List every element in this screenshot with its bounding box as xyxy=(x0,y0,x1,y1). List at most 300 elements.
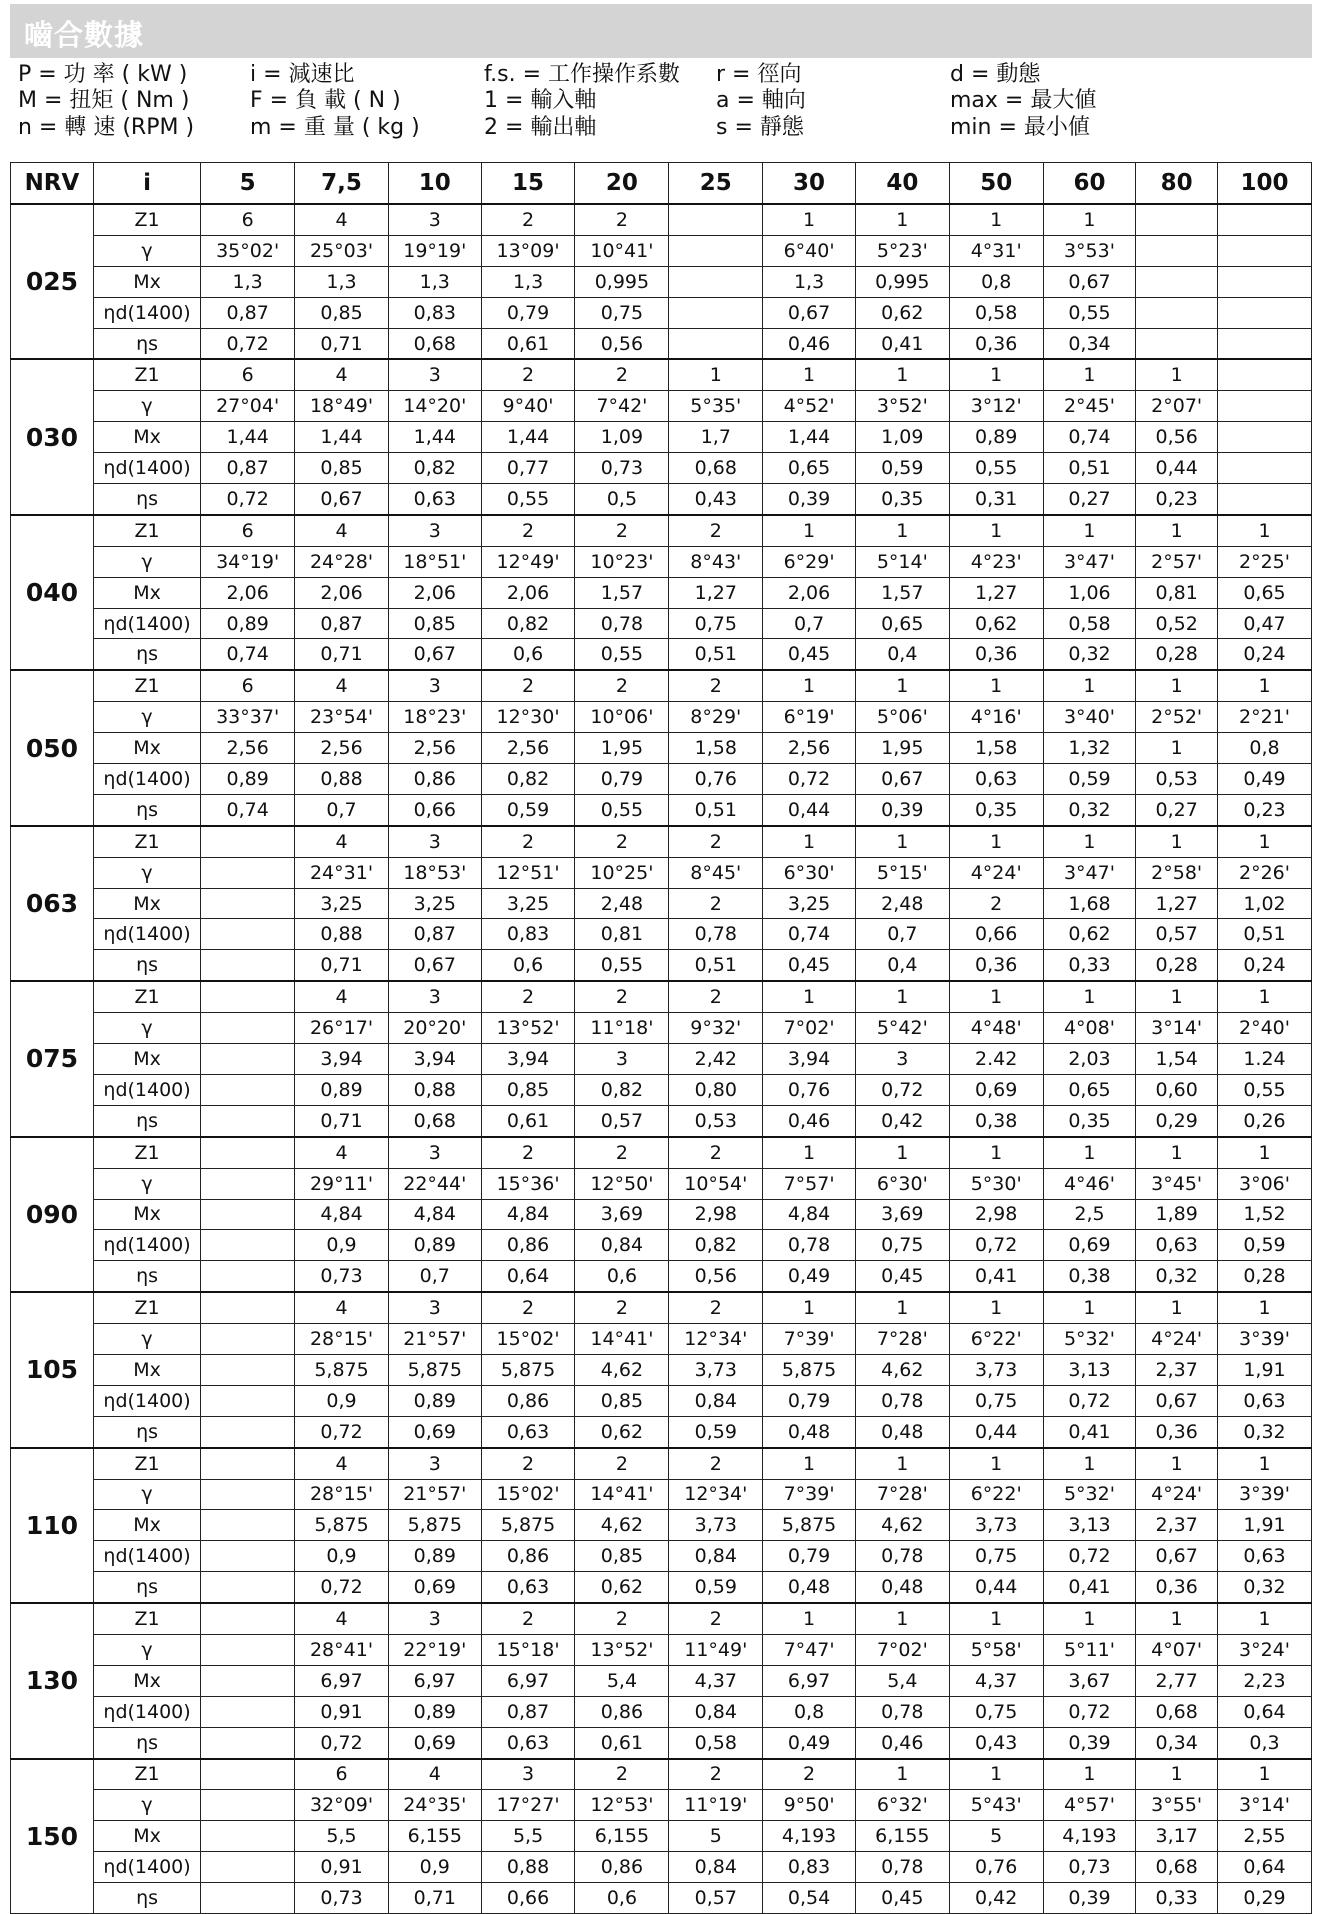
row-label: ηd(1400) xyxy=(93,608,200,639)
table-cell: 1,44 xyxy=(295,422,389,453)
table-cell: 1 xyxy=(855,826,949,857)
table-cell: 5°23' xyxy=(855,235,949,266)
table-cell: 4,37 xyxy=(949,1665,1043,1696)
table-cell: 3°06' xyxy=(1217,1168,1311,1199)
table-cell: 2 xyxy=(481,670,575,701)
table-cell: 0,73 xyxy=(1043,1852,1136,1883)
table-cell: 2,98 xyxy=(949,1199,1043,1230)
table-row xyxy=(11,950,1312,981)
row-label: ηd(1400) xyxy=(93,1541,200,1572)
table-cell: 0,89 xyxy=(201,764,295,795)
table-cell: 0,57 xyxy=(669,1883,763,1914)
table-cell: 0,75 xyxy=(949,1541,1043,1572)
table-cell: 0,85 xyxy=(575,1385,669,1416)
table-cell: 4°57' xyxy=(1043,1790,1136,1821)
table-cell xyxy=(201,1821,295,1852)
table-cell: 0,58 xyxy=(1043,608,1136,639)
table-cell: 0,87 xyxy=(201,453,295,484)
table-cell: 0,83 xyxy=(388,297,481,328)
table-cell: 3,69 xyxy=(575,1199,669,1230)
table-cell: 3,25 xyxy=(388,888,481,919)
table-cell xyxy=(1136,297,1218,328)
table-cell: 0,9 xyxy=(388,1852,481,1883)
table-cell: 1,95 xyxy=(855,733,949,764)
table-cell: 6 xyxy=(201,670,295,701)
table-cell: 6 xyxy=(201,204,295,235)
table-cell: 0,55 xyxy=(1043,297,1136,328)
table-cell: 5°35' xyxy=(669,391,763,422)
table-cell: 0,87 xyxy=(295,608,389,639)
table-cell: 2°21' xyxy=(1217,702,1311,733)
table-cell: 2°45' xyxy=(1043,391,1136,422)
table-cell: 0,84 xyxy=(669,1852,763,1883)
table-cell: 1 xyxy=(949,1137,1043,1168)
table-cell: 2 xyxy=(669,1292,763,1323)
table-cell: 0,32 xyxy=(1043,639,1136,670)
table-cell: 3°39' xyxy=(1217,1479,1311,1510)
row-label: Mx xyxy=(93,1510,200,1541)
table-cell: 0,58 xyxy=(949,297,1043,328)
table-cell: 27°04' xyxy=(201,391,295,422)
table-cell: 4,193 xyxy=(763,1821,856,1852)
table-cell: 2 xyxy=(669,670,763,701)
table-cell: 3 xyxy=(388,826,481,857)
table-cell: 0,69 xyxy=(949,1074,1043,1105)
table-cell xyxy=(201,857,295,888)
table-cell: 0,73 xyxy=(295,1883,389,1914)
table-cell: 0,56 xyxy=(669,1261,763,1292)
table-cell: 5,875 xyxy=(295,1510,389,1541)
table-cell: 2,48 xyxy=(575,888,669,919)
table-cell: 15°02' xyxy=(481,1324,575,1355)
table-row xyxy=(11,577,1312,608)
table-cell: 0,67 xyxy=(388,639,481,670)
row-label: Z1 xyxy=(93,826,200,857)
table-cell: 0,55 xyxy=(481,484,575,515)
table-cell: 0,4 xyxy=(855,639,949,670)
table-cell: 1 xyxy=(1043,1603,1136,1634)
table-cell: 33°37' xyxy=(201,702,295,733)
table-cell: 0,78 xyxy=(855,1541,949,1572)
table-cell: 1 xyxy=(1136,981,1218,1012)
table-cell: 4,193 xyxy=(1043,1821,1136,1852)
table-cell: 0,7 xyxy=(763,608,856,639)
table-cell: 2 xyxy=(575,515,669,546)
nrv-size: 150 xyxy=(11,1759,94,1914)
table-cell: 3 xyxy=(388,981,481,1012)
table-cell: 1 xyxy=(949,204,1043,235)
table-cell: 5,875 xyxy=(295,1354,389,1385)
table-row xyxy=(11,1230,1312,1261)
table-cell: 0,65 xyxy=(1217,577,1311,608)
table-cell: 0,59 xyxy=(481,794,575,825)
table-cell: 0,69 xyxy=(388,1416,481,1447)
table-cell: 0,55 xyxy=(575,794,669,825)
row-label: Mx xyxy=(93,266,200,297)
table-cell: 0,76 xyxy=(949,1852,1043,1883)
row-label: γ xyxy=(93,857,200,888)
table-cell: 0,67 xyxy=(295,484,389,515)
table-cell: 4 xyxy=(295,1137,389,1168)
table-cell: 5,4 xyxy=(575,1665,669,1696)
table-cell: 1 xyxy=(1136,733,1218,764)
table-cell: 0,59 xyxy=(1217,1230,1311,1261)
table-row xyxy=(11,1044,1312,1075)
table-cell: 1,3 xyxy=(763,266,856,297)
table-cell: 0,78 xyxy=(855,1696,949,1727)
table-cell: 4 xyxy=(295,826,389,857)
table-cell: 1 xyxy=(1043,359,1136,390)
table-cell: 1,27 xyxy=(669,577,763,608)
table-cell xyxy=(201,1665,295,1696)
legend-item: d = 動態 xyxy=(950,62,1041,87)
table-cell: 2 xyxy=(481,204,575,235)
table-cell xyxy=(201,826,295,857)
table-cell: 3,69 xyxy=(855,1199,949,1230)
table-cell: 1 xyxy=(1043,670,1136,701)
table-cell: 0,46 xyxy=(763,1105,856,1136)
table-cell: 2,77 xyxy=(1136,1665,1218,1696)
table-cell xyxy=(1217,266,1311,297)
row-label: ηd(1400) xyxy=(93,1230,200,1261)
table-cell: 0,55 xyxy=(575,950,669,981)
table-cell: 3 xyxy=(575,1044,669,1075)
table-cell: 6°32' xyxy=(855,1790,949,1821)
row-label: ηs xyxy=(93,1883,200,1914)
table-cell: 1 xyxy=(1217,981,1311,1012)
table-cell: 2 xyxy=(669,1603,763,1634)
table-row xyxy=(11,546,1312,577)
table-row xyxy=(11,1448,1312,1479)
row-label: ηs xyxy=(93,1261,200,1292)
row-label: Z1 xyxy=(93,670,200,701)
table-cell: 0,81 xyxy=(1136,577,1218,608)
table-cell: 0,76 xyxy=(669,764,763,795)
table-cell: 0,91 xyxy=(295,1696,389,1727)
table-cell: 0,32 xyxy=(1217,1416,1311,1447)
table-row xyxy=(11,733,1312,764)
row-label: γ xyxy=(93,235,200,266)
table-cell: 1,44 xyxy=(388,422,481,453)
table-cell: 3,94 xyxy=(481,1044,575,1075)
table-cell: 0,36 xyxy=(949,639,1043,670)
table-cell: 0,33 xyxy=(1136,1883,1218,1914)
table-cell: 3°45' xyxy=(1136,1168,1218,1199)
table-cell xyxy=(669,235,763,266)
row-label: ηs xyxy=(93,1105,200,1136)
table-cell: 3 xyxy=(388,1603,481,1634)
table-cell: 3 xyxy=(388,515,481,546)
legend-item: max = 最大値 xyxy=(950,88,1097,113)
row-label: Z1 xyxy=(93,1292,200,1323)
table-cell: 14°41' xyxy=(575,1479,669,1510)
table-cell: 3 xyxy=(388,359,481,390)
table-cell: 0,72 xyxy=(1043,1385,1136,1416)
table-cell: 0,88 xyxy=(295,919,389,950)
table-cell: 0,5 xyxy=(575,484,669,515)
table-cell: 7°28' xyxy=(855,1324,949,1355)
table-cell: 0,67 xyxy=(763,297,856,328)
table-cell: 1 xyxy=(1217,1292,1311,1323)
legend-item: n = 轉 速 (RPM ) xyxy=(18,115,195,140)
table-cell: 0,59 xyxy=(669,1572,763,1603)
table-row xyxy=(11,826,1312,857)
table-cell: 18°49' xyxy=(295,391,389,422)
table-cell: 0,84 xyxy=(669,1385,763,1416)
table-cell: 0,86 xyxy=(481,1385,575,1416)
table-cell: 0,91 xyxy=(295,1852,389,1883)
table-cell: 0,995 xyxy=(575,266,669,297)
table-cell: 0,36 xyxy=(1136,1572,1218,1603)
table-cell: 0,32 xyxy=(1043,794,1136,825)
table-cell: 0,29 xyxy=(1217,1883,1311,1914)
table-cell: 3,94 xyxy=(295,1044,389,1075)
table-cell: 2,56 xyxy=(201,733,295,764)
table-cell xyxy=(201,950,295,981)
table-cell: 5,5 xyxy=(295,1821,389,1852)
table-cell: 0,74 xyxy=(1043,422,1136,453)
table-cell: 0,63 xyxy=(481,1416,575,1447)
table-cell xyxy=(201,1074,295,1105)
header-nrv: NRV xyxy=(11,163,94,205)
table-cell: 2°57' xyxy=(1136,546,1218,577)
table-cell: 0,79 xyxy=(763,1541,856,1572)
table-cell xyxy=(201,981,295,1012)
table-cell xyxy=(201,1416,295,1447)
table-cell: 2 xyxy=(575,359,669,390)
table-cell: 1,3 xyxy=(201,266,295,297)
table-cell: 12°49' xyxy=(481,546,575,577)
legend-item: P = 功 率 ( kW ) xyxy=(18,62,188,87)
table-cell: 0,59 xyxy=(1043,764,1136,795)
row-label: Z1 xyxy=(93,1137,200,1168)
row-label: γ xyxy=(93,702,200,733)
table-cell: 4°52' xyxy=(763,391,856,422)
table-cell: 1 xyxy=(949,826,1043,857)
table-cell: 17°27' xyxy=(481,1790,575,1821)
table-cell: 4,84 xyxy=(763,1199,856,1230)
table-cell: 6,155 xyxy=(855,1821,949,1852)
table-cell: 0,72 xyxy=(1043,1541,1136,1572)
table-cell: 10°41' xyxy=(575,235,669,266)
table-cell: 18°23' xyxy=(388,702,481,733)
row-label: Mx xyxy=(93,733,200,764)
table-row xyxy=(11,1324,1312,1355)
table-cell: 3,94 xyxy=(388,1044,481,1075)
table-row xyxy=(11,235,1312,266)
table-cell: 1 xyxy=(949,359,1043,390)
table-cell: 1 xyxy=(1136,515,1218,546)
table-cell: 1 xyxy=(1217,826,1311,857)
table-cell: 0,65 xyxy=(763,453,856,484)
table-cell: 1 xyxy=(763,981,856,1012)
table-cell: 0,87 xyxy=(481,1696,575,1727)
table-cell: 1,32 xyxy=(1043,733,1136,764)
table-cell: 6°30' xyxy=(855,1168,949,1199)
table-cell: 20°20' xyxy=(388,1013,481,1044)
table-cell: 0,82 xyxy=(388,453,481,484)
table-cell xyxy=(1217,484,1311,515)
table-cell: 0,78 xyxy=(855,1852,949,1883)
table-cell: 4°07' xyxy=(1136,1634,1218,1665)
table-cell: 0,51 xyxy=(1217,919,1311,950)
table-row xyxy=(11,1261,1312,1292)
table-cell xyxy=(201,1696,295,1727)
table-cell: 0,75 xyxy=(949,1696,1043,1727)
table-cell: 4°16' xyxy=(949,702,1043,733)
table-cell: 0,995 xyxy=(855,266,949,297)
table-cell: 1 xyxy=(669,359,763,390)
table-cell xyxy=(201,1479,295,1510)
table-cell: 0,78 xyxy=(763,1230,856,1261)
table-cell: 1 xyxy=(1136,670,1218,701)
row-label: ηd(1400) xyxy=(93,919,200,950)
table-cell: 0,79 xyxy=(763,1385,856,1416)
table-row xyxy=(11,1479,1312,1510)
table-cell: 0,82 xyxy=(481,764,575,795)
table-cell: 1,27 xyxy=(949,577,1043,608)
table-cell: 2 xyxy=(481,981,575,1012)
table-cell: 2,06 xyxy=(201,577,295,608)
table-cell: 1,58 xyxy=(669,733,763,764)
table-cell: 1,02 xyxy=(1217,888,1311,919)
table-cell: 0,51 xyxy=(669,639,763,670)
table-cell: 0,38 xyxy=(949,1105,1043,1136)
table-cell xyxy=(1136,328,1218,359)
table-cell: 2,56 xyxy=(763,733,856,764)
table-cell: 0,7 xyxy=(388,1261,481,1292)
table-cell: 7°02' xyxy=(855,1634,949,1665)
table-cell: 1 xyxy=(763,1603,856,1634)
table-row xyxy=(11,1852,1312,1883)
header-ratio: 7,5 xyxy=(295,163,389,205)
legend-item: i = 減速比 xyxy=(250,62,355,87)
row-label: ηs xyxy=(93,1572,200,1603)
table-cell xyxy=(1136,266,1218,297)
table-row xyxy=(11,266,1312,297)
table-cell: 1 xyxy=(1043,1448,1136,1479)
table-cell: 0,34 xyxy=(1136,1727,1218,1758)
table-cell: 2 xyxy=(669,1137,763,1168)
table-cell: 0,75 xyxy=(669,608,763,639)
table-cell: 35°02' xyxy=(201,235,295,266)
table-cell: 3°47' xyxy=(1043,857,1136,888)
table-cell: 0,34 xyxy=(1043,328,1136,359)
table-cell: 3 xyxy=(388,1448,481,1479)
table-cell xyxy=(1136,235,1218,266)
table-cell: 1 xyxy=(1043,1292,1136,1323)
table-cell: 0,7 xyxy=(855,919,949,950)
table-cell: 0,72 xyxy=(201,328,295,359)
row-label: Mx xyxy=(93,1199,200,1230)
table-cell: 3,73 xyxy=(949,1510,1043,1541)
table-cell xyxy=(201,1137,295,1168)
table-cell: 4°24' xyxy=(949,857,1043,888)
table-cell: 3°24' xyxy=(1217,1634,1311,1665)
table-cell: 0,7 xyxy=(295,794,389,825)
table-cell: 6,97 xyxy=(481,1665,575,1696)
table-cell: 14°20' xyxy=(388,391,481,422)
table-cell: 0,6 xyxy=(575,1261,669,1292)
legend-item: F = 負 載 ( N ) xyxy=(250,88,401,113)
table-cell: 1,7 xyxy=(669,422,763,453)
table-cell: 2 xyxy=(575,1292,669,1323)
table-cell: 2,06 xyxy=(295,577,389,608)
table-cell: 0,67 xyxy=(855,764,949,795)
table-cell: 1 xyxy=(763,204,856,235)
row-label: Z1 xyxy=(93,204,200,235)
row-label: γ xyxy=(93,1013,200,1044)
table-cell: 0,68 xyxy=(1136,1696,1218,1727)
table-cell: 1 xyxy=(855,515,949,546)
table-cell: 3,17 xyxy=(1136,1821,1218,1852)
table-cell: 4 xyxy=(295,670,389,701)
table-cell: 0,82 xyxy=(669,1230,763,1261)
table-cell: 0,28 xyxy=(1136,639,1218,670)
table-cell: 3,73 xyxy=(949,1354,1043,1385)
table-cell: 0,32 xyxy=(1217,1572,1311,1603)
table-row xyxy=(11,1696,1312,1727)
table-cell: 2°52' xyxy=(1136,702,1218,733)
table-cell: 0,54 xyxy=(763,1883,856,1914)
table-cell: 28°41' xyxy=(295,1634,389,1665)
table-cell: 2°58' xyxy=(1136,857,1218,888)
table-cell: 0,35 xyxy=(855,484,949,515)
table-cell: 0,35 xyxy=(949,794,1043,825)
table-cell: 1 xyxy=(1217,670,1311,701)
table-row xyxy=(11,1074,1312,1105)
table-cell: 6,155 xyxy=(575,1821,669,1852)
row-label: Mx xyxy=(93,1821,200,1852)
nrv-size: 105 xyxy=(11,1292,94,1447)
table-cell: 1 xyxy=(763,515,856,546)
table-cell xyxy=(201,1603,295,1634)
nrv-size: 050 xyxy=(11,670,94,825)
table-cell: 0,87 xyxy=(201,297,295,328)
table-cell: 0,42 xyxy=(949,1883,1043,1914)
table-cell: 1,27 xyxy=(1136,888,1218,919)
table-cell: 4,62 xyxy=(855,1510,949,1541)
table-cell: 1 xyxy=(855,670,949,701)
table-cell: 0,73 xyxy=(295,1261,389,1292)
table-cell: 0,76 xyxy=(763,1074,856,1105)
table-cell: 6,97 xyxy=(295,1665,389,1696)
table-cell: 0,48 xyxy=(763,1416,856,1447)
table-cell: 0,45 xyxy=(763,639,856,670)
table-cell: 0,27 xyxy=(1043,484,1136,515)
table-cell: 0,88 xyxy=(295,764,389,795)
table-cell xyxy=(201,1385,295,1416)
table-cell: 2,42 xyxy=(669,1044,763,1075)
table-cell: 0,9 xyxy=(295,1230,389,1261)
table-cell: 6°22' xyxy=(949,1324,1043,1355)
table-cell: 1 xyxy=(763,670,856,701)
table-row xyxy=(11,422,1312,453)
table-cell xyxy=(201,1044,295,1075)
table-cell xyxy=(201,1105,295,1136)
table-cell: 0,69 xyxy=(1043,1230,1136,1261)
table-cell: 1 xyxy=(1217,1448,1311,1479)
row-label: γ xyxy=(93,546,200,577)
row-label: Mx xyxy=(93,1044,200,1075)
table-cell: 0,63 xyxy=(1217,1541,1311,1572)
table-cell: 2 xyxy=(669,1759,763,1790)
table-cell: 5,875 xyxy=(388,1354,481,1385)
table-cell: 2°25' xyxy=(1217,546,1311,577)
row-label: ηs xyxy=(93,1727,200,1758)
table-cell: 0,55 xyxy=(1217,1074,1311,1105)
table-cell: 0,63 xyxy=(481,1572,575,1603)
